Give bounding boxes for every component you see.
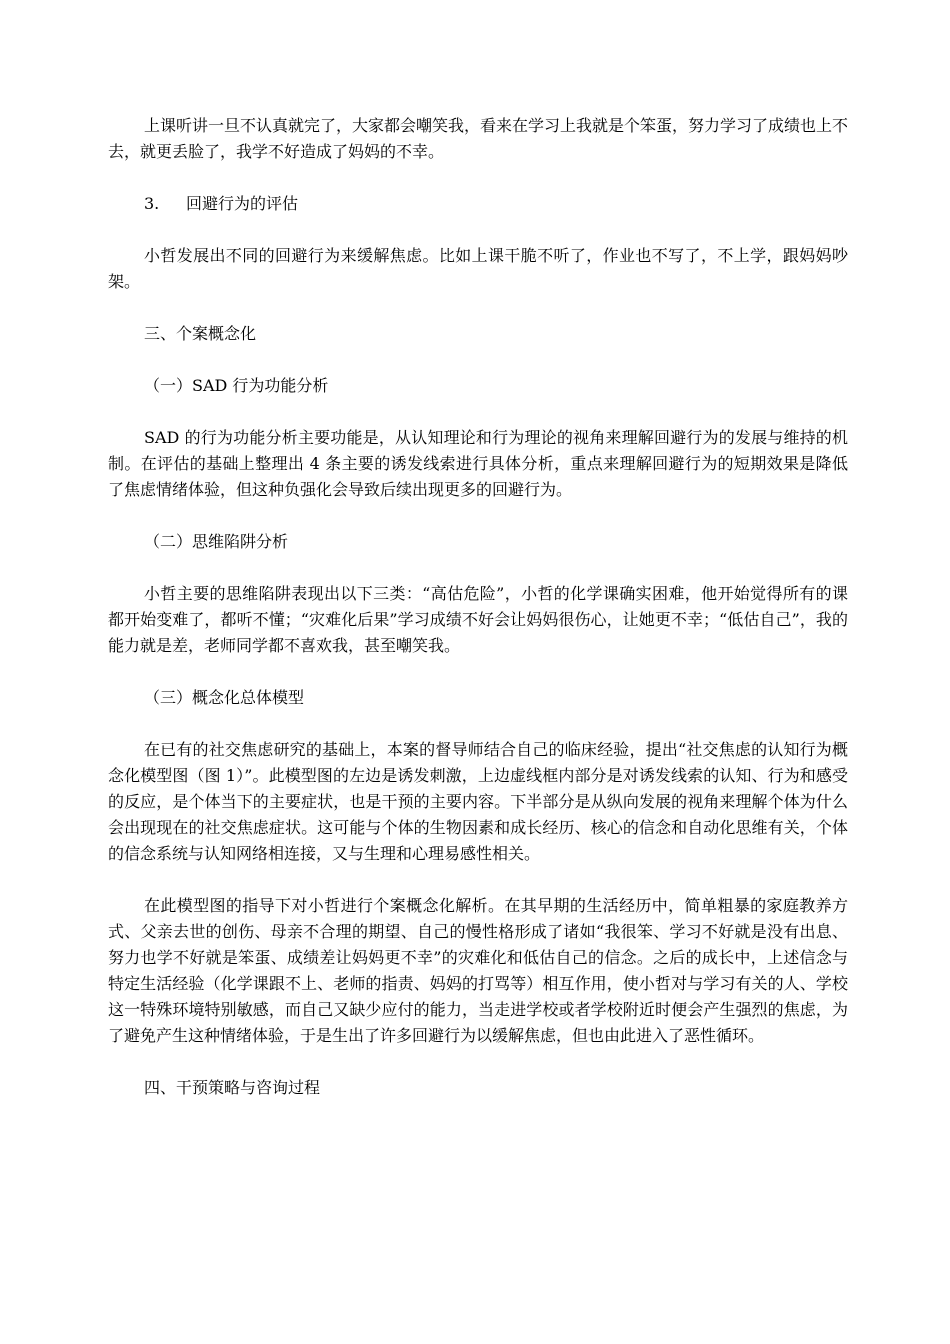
paragraph: 小哲发展出不同的回避行为来缓解焦虑。比如上课干脆不听了，作业也不写了，不上学，跟妈妈吵架。 xyxy=(108,246,848,291)
paragraph: 小哲主要的思维陷阱表现出以下三类：“高估危险”，小哲的化学课确实困难，他开始觉得所有的课都开始变难了，都听不懂；“灾难化后果”学习成绩不好会让妈妈很伤心，让她更不幸；“低估自己”，我的能力就是差，老师同学都不喜欢我，甚至嘲笑我。 xyxy=(108,584,848,655)
numbered-heading xyxy=(108,191,848,217)
heading-number: 3. xyxy=(144,194,160,213)
subsection-heading: （一）SAD 行为功能分析 xyxy=(144,376,329,395)
paragraph: 在此模型图的指导下对小哲进行个案概念化解析。在其早期的生活经历中，简单粗暴的家庭教养方式、父亲去世的创伤、母亲不合理的期望、自己的慢性格形成了诸如“我很笨、学习不好就是没有出息、努力也学不好就是笨蛋、成绩差让妈妈更不幸”的灾难化和低估自己的信念。之后的成长中，上述信念与特定生活经验（化学课跟不上、老师的指责、妈妈的打骂等）相互作用，使小哲对与学习有关的人、学校这一特殊环境特别敏感，而自己又缺少应付的能力，当走进学校或者学校附近时便会产生强烈的焦虑，为了避免产生这种情绪体验，于是生出了许多回避行为以缓解焦虑，但也由此进入了恶性循环。 xyxy=(108,896,848,1045)
paragraph: 在已有的社交焦虑研究的基础上，本案的督导师结合自己的临床经验，提出“社交焦虑的认知行为概念化模型图（图 1）”。此模型图的左边是诱发刺激，上边虚线框内部分是对诱发线索的认知、行为和感受的反应，是个体当下的主要症状，也是干预的主要内容。下半部分是从纵向发展的视角来理解个体为什么会出现现在的社交焦虑症状。这可能与个体的生物因素和成长经历、核心的信念和自动化思维有关，个体的信念系统与认知网络相连接，又与生理和心理易感性相关。 xyxy=(108,740,848,863)
section-heading: 三、个案概念化 xyxy=(144,324,257,343)
section-heading: 四、干预策略与咨询过程 xyxy=(144,1078,321,1097)
paragraph: 上课听讲一旦不认真就完了，大家都会嘲笑我，看来在学习上我就是个笨蛋，努力学习了成绩也上不去，就更丢脸了，我学不好造成了妈妈的不幸。 xyxy=(108,116,849,161)
subsection-heading: （二）思维陷阱分析 xyxy=(144,532,289,551)
document-page xyxy=(108,113,848,1127)
subsection-heading: （三）概念化总体模型 xyxy=(144,688,305,707)
paragraph: SAD 的行为功能分析主要功能是，从认知理论和行为理论的视角来理解回避行为的发展与维持的机制。在评估的基础上整理出 4 条主要的诱发线索进行具体分析，重点来理解回避行为的短期效果是降低了焦虑情绪体验，但这种负强化会导致后续出现更多的回避行为。 xyxy=(108,428,848,499)
heading-text: 回避行为的评估 xyxy=(186,194,299,213)
